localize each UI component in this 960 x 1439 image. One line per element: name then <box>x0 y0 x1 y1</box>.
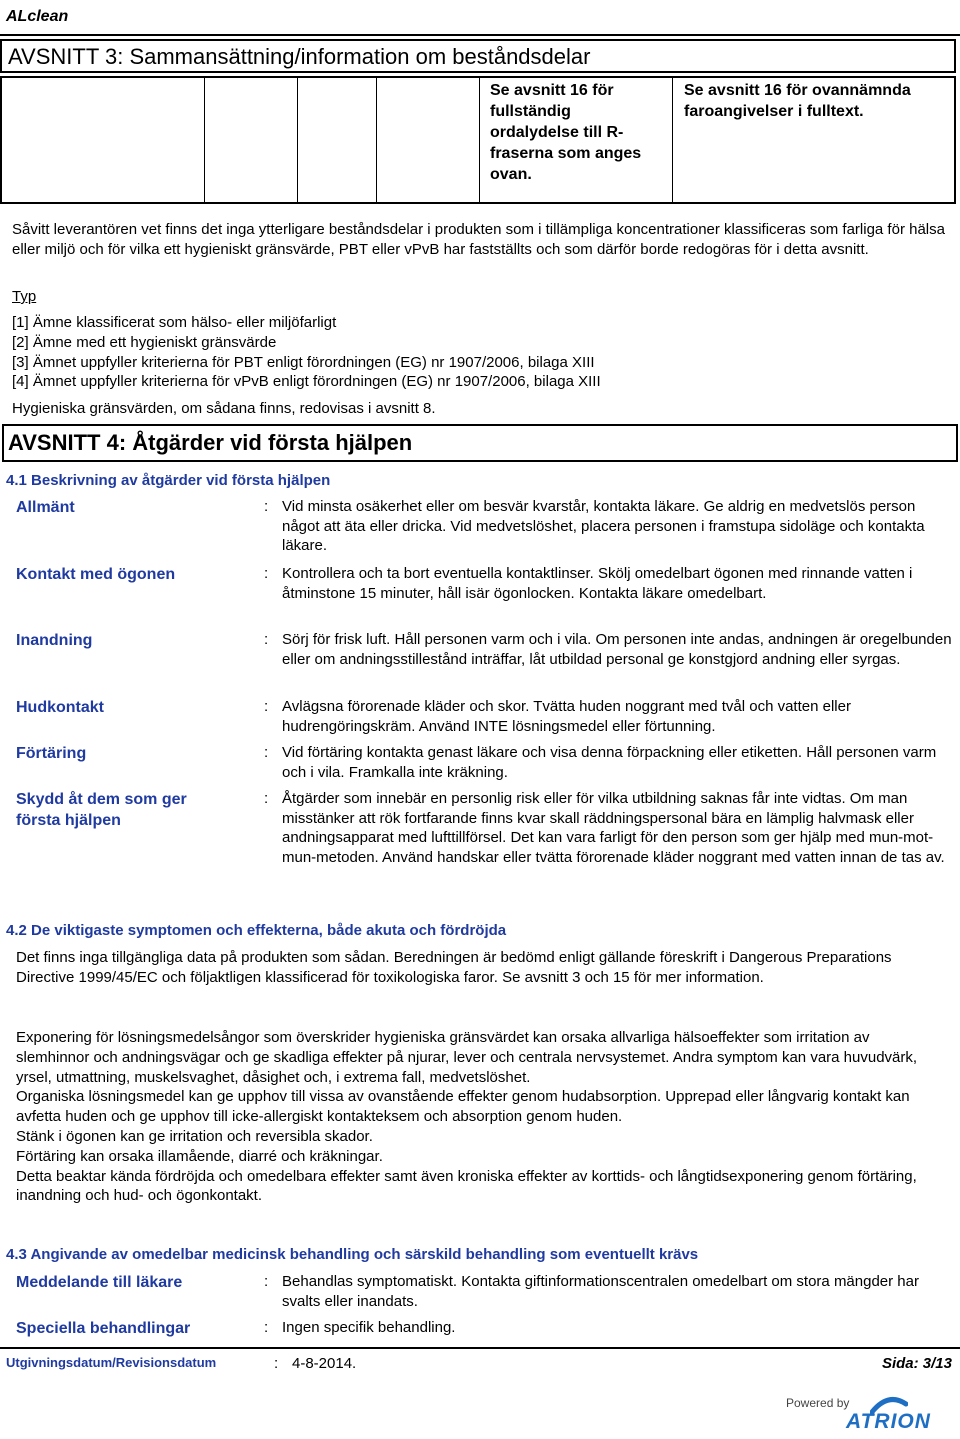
type-label: Typ <box>12 288 37 305</box>
table-border <box>479 76 480 204</box>
table-border <box>0 76 2 204</box>
text-general: Vid minsta osäkerhet eller om besvär kvarstår, kontakta läkare. Ge aldrig en medvetslös person något att äta eller dricka. Vid medvetslöshet, placera personen i framstupa sidoläge och kontakta läkare. <box>282 498 925 555</box>
table-top-border <box>0 76 956 78</box>
text-eye-contact: Kontrollera och ta bort eventuella kontaktlinser. Skölj omedelbart ögonen med rinnande vatten i åtminstone 15 minuter, håll isär ögonlocken. Kontakta läkare omedelbart. <box>282 565 913 602</box>
footer-rule <box>0 1347 960 1349</box>
colon: : <box>264 1273 269 1290</box>
composition-table <box>0 76 960 204</box>
colon: : <box>264 790 269 807</box>
section3-paragraph: Såvitt leverantören vet finns det inga ytterligare beståndsdelar i produkten som i tillämpliga koncentrationer klassificeras som farliga för hälsa eller miljö och för vilka ett hygieniskt gränsvärde, PBT eller vPvB har fastställts och som därför borde redogöras för i detta avsnitt. <box>12 221 945 258</box>
colon: : <box>264 698 269 715</box>
footer-date: 4-8-2014. <box>292 1355 357 1372</box>
colon: : <box>264 498 269 515</box>
text-first-aider-protection: Åtgärder som innebär en personlig risk eller för vilka utbildning saknas får inte vidtas. Om man misstänker att rök fortfarande finns kvar skall räddningspersonal bära en lämplig halvmask eller andningsapparat med lufttillförsel. Det kan vara farligt för den person som ger hjälp med mun-mot-mun-metoden. Använd handskar eller tvätta förorenade kläder noggrant med vatten innan de tas av. <box>282 790 945 866</box>
text-specific-treatments: Ingen specifik behandling. <box>282 1319 456 1336</box>
label-general: Allmänt <box>16 499 75 516</box>
legend-item: [3] Ämnet uppfyller kriterierna för PBT enligt förordningen (EG) nr 1907/2006, bilaga XIII <box>12 354 595 371</box>
text-ingestion: Vid förtäring kontakta genast läkare och visa denna förpackning eller etiketten. Håll personen varm och i vila. Framkalla inte kräkning. <box>282 744 937 781</box>
page-number: Sida: 3/13 <box>881 1355 952 1372</box>
symptoms-line: Stänk i ögonen kan ge irritation och reversibla skador. <box>16 1127 373 1145</box>
brand-name: ALclean <box>6 8 69 25</box>
table-note-r-phrases: Se avsnitt 16 för fullständig ordalydelse till R-fraserna som anges ovan. <box>490 82 642 183</box>
text-note-to-physician: Behandlas symptomatiskt. Kontakta giftinformationscentralen omedelbart om stora mängder har svalts eller inandats. <box>282 1273 919 1310</box>
subsection-4-1-heading: 4.1 Beskrivning av åtgärder vid första hjälpen <box>6 472 331 489</box>
label-note-to-physician: Meddelande till läkare <box>16 1274 183 1291</box>
table-border <box>204 76 205 204</box>
text-skin-contact: Avlägsna förorenade kläder och skor. Tvätta huden noggrant med tvål och vatten eller hudrengöringskräm. Använd INTE lösningsmedel eller förtunning. <box>282 698 851 735</box>
section3-title: AVSNITT 3: Sammansättning/information om beståndsdelar <box>8 44 591 69</box>
subsection-4-2-heading: 4.2 De viktigaste symptomen och effekterna, både akuta och fördröjda <box>6 922 507 939</box>
symptoms-line: Exponering för lösningsmedelsångor som överskrider hygieniska gränsvärdet kan orsaka allvarliga hälsoeffekter som irritation av slemhinnor och andningsvägar och ge skadliga effekter på njurar, lever och centrala nervsystemet. Andra symptom kan vara huvudvärk, yrsel, utmattning, muskelsvaghet, dåsighet och, i extrema fall, medvetslöshet. <box>16 1029 918 1086</box>
footer-date-label: Utgivningsdatum/Revisionsdatum <box>6 1355 217 1370</box>
symptoms-paragraph-2 <box>16 1028 946 1206</box>
table-border <box>376 76 377 204</box>
logo-brand: ATRION <box>846 1410 931 1433</box>
atrion-logo <box>774 1394 954 1434</box>
legend-item: [1] Ämne klassificerat som hälso- eller miljöfarligt <box>12 314 337 331</box>
symptoms-paragraph-1: Det finns inga tillgängliga data på produkten som sådan. Beredningen är bedömd enligt gällande föreskrift i Dangerous Preparations Directive 1999/45/EC och följaktligen klassificerad för toxikologiska faror. Se avsnitt 3 och 15 för mer information. <box>16 949 892 986</box>
legend-item: [2] Ämne med ett hygieniskt gränsvärde <box>12 334 277 351</box>
label-skin-contact: Hudkontakt <box>16 699 104 716</box>
colon: : <box>264 631 269 648</box>
table-border <box>297 76 298 204</box>
section4-title: AVSNITT 4: Åtgärder vid första hjälpen <box>8 430 413 455</box>
subsection-4-3-heading: 4.3 Angivande av omedelbar medicinsk behandling och särskild behandling som eventuellt krävs <box>6 1246 699 1263</box>
legend-item: [4] Ämnet uppfyller kriterierna för vPvB enligt förordningen (EG) nr 1907/2006, bilaga XIII <box>12 373 601 390</box>
header-rule <box>0 34 960 36</box>
table-border <box>954 76 956 204</box>
logo-powered-by: Powered by <box>786 1396 850 1410</box>
table-bottom-border <box>0 202 956 204</box>
label-eye-contact: Kontakt med ögonen <box>16 566 176 583</box>
label-inhalation: Inandning <box>16 632 93 649</box>
symptoms-line: Detta beaktar kända fördröjda och omedelbara effekter samt även kroniska effekter av korttids- och långtidsexponering genom förtäring, inandning och hud- och ögonkontakt. <box>16 1167 917 1205</box>
exposure-note: Hygieniska gränsvärden, om sådana finns, redovisas i avsnitt 8. <box>12 400 436 417</box>
footer-colon: : <box>274 1355 279 1372</box>
table-note-hazard-statements: Se avsnitt 16 för ovannämnda faroangivelser i fulltext. <box>684 82 911 120</box>
colon: : <box>264 565 269 582</box>
label-first-aider-protection: Skydd åt dem som ger första hjälpen <box>16 791 187 829</box>
colon: : <box>264 1319 269 1336</box>
table-border <box>672 76 673 204</box>
symptoms-line: Organiska lösningsmedel kan ge upphov till vissa av ovanstående effekter genom hudabsorption. Upprepad eller långvarig kontakt kan avfetta huden och ge upphov till icke-allergiskt kontakteksem och absorption genom huden. <box>16 1088 910 1126</box>
text-inhalation: Sörj för frisk luft. Håll personen varm och i vila. Om personen inte andas, andningen är oregelbunden eller om andningsstillestånd inträffar, låt utbildad personal ge konstgjord andning eller syrgas. <box>282 631 952 668</box>
label-ingestion: Förtäring <box>16 745 87 762</box>
colon: : <box>264 744 269 761</box>
label-specific-treatments: Speciella behandlingar <box>16 1320 191 1337</box>
symptoms-line: Förtäring kan orsaka illamående, diarré och kräkningar. <box>16 1147 383 1165</box>
